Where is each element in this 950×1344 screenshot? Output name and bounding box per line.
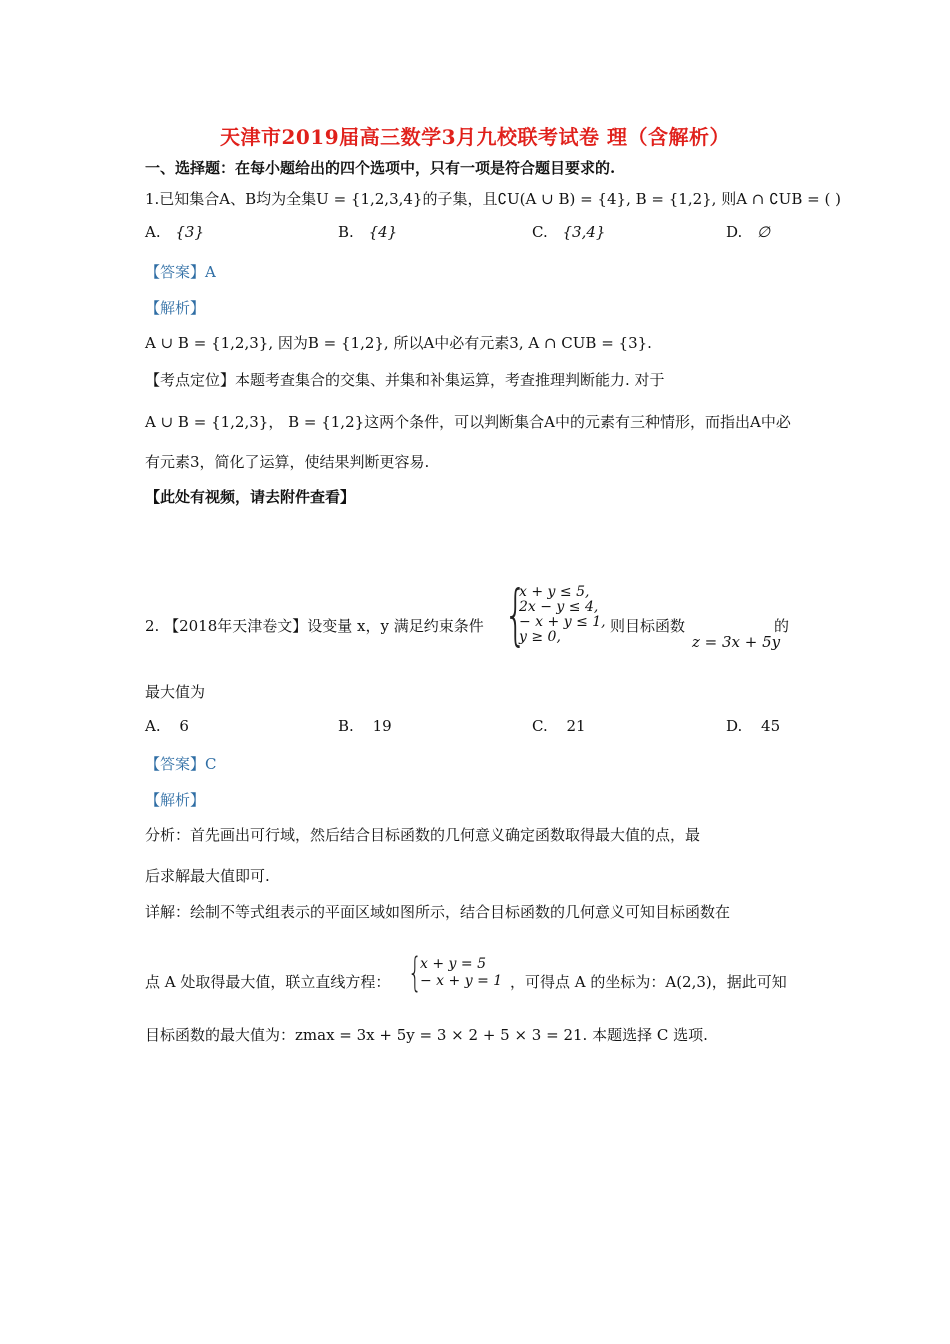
q1-analysis-label: 【解析】 — [145, 299, 206, 317]
q1-stem: 1.已知集合A、B均为全集U = {1,2,3,4}的子集，且∁U(A ∪ B) = {4}, B = {1,2}, 则A ∩ ∁UB = ( ) — [145, 190, 841, 208]
q2-fenxi-line2: 后求解最大值即可. — [145, 867, 270, 885]
q1-answer: 【答案】A — [145, 263, 216, 281]
objective-function: z = 3x + 5y — [692, 633, 781, 651]
q2-xiangjie-suffix: ，可得点 A 的坐标为：A(2,3)，据此可知 — [510, 973, 787, 991]
video-note: 【此处有视频，请去附件查看】 — [145, 488, 356, 506]
option-label: A. — [145, 223, 161, 241]
option-label: C. — [532, 223, 548, 241]
q2-stem-suffix: 的 — [774, 617, 790, 635]
constraint-system — [519, 585, 606, 645]
q2-stem-line2: 最大值为 — [145, 683, 206, 701]
option-value: 21 — [566, 717, 586, 735]
constraint-2: 2x − y ≤ 4, — [519, 599, 599, 615]
option-value: 6 — [179, 717, 189, 735]
option-value: {4} — [368, 223, 398, 241]
q2-option-c — [532, 717, 586, 735]
option-label: A. — [145, 717, 161, 735]
q2-option-a — [145, 717, 189, 735]
q1-option-b — [338, 223, 397, 241]
q1-kaodian-line3: 有元素3，简化了运算，使结果判断更容易. — [145, 453, 430, 471]
constraint-3: − x + y ≤ 1, — [519, 614, 606, 630]
equation-1: x + y = 5 — [420, 956, 486, 972]
q1-kaodian-line2: A ∪ B = {1,2,3}， B = {1,2}这两个条件，可以判断集合A中的元素有三种情形，而指出A中必 — [145, 413, 791, 431]
option-label: D. — [726, 223, 743, 241]
q2-option-b — [338, 717, 392, 735]
option-label: B. — [338, 223, 354, 241]
line-system — [420, 956, 502, 990]
q1-kaodian-line1: 【考点定位】本题考查集合的交集、并集和补集运算，考查推理判断能力. 对于 — [145, 371, 665, 389]
q2-stem-middle: 则目标函数 — [610, 617, 686, 635]
q2-answer: 【答案】C — [145, 755, 217, 773]
option-value: ∅ — [757, 223, 771, 241]
option-value: 19 — [372, 717, 392, 735]
q2-stem-prefix: 2. 【2018年天津卷文】设变量 x，y 满足约束条件 — [145, 617, 484, 635]
document-title: 天津市2019届高三数学3月九校联考试卷 理（含解析） — [219, 125, 731, 149]
section-heading: 一、选择题：在每小题给出的四个选项中，只有一项是符合题目要求的. — [145, 159, 616, 177]
q1-option-a — [145, 223, 204, 241]
left-brace-icon: { — [504, 576, 528, 653]
q1-analysis-text: A ∪ B = {1,2,3}, 因为B = {1,2}, 所以A中必有元素3, A ∩ CUB = {3}. — [145, 334, 652, 352]
equation-2: − x + y = 1 — [420, 973, 503, 989]
q1-option-c — [532, 223, 605, 241]
option-label: D. — [726, 717, 743, 735]
left-brace-icon: { — [408, 950, 422, 996]
option-label: B. — [338, 717, 354, 735]
option-value: {3,4} — [562, 223, 606, 241]
constraint-4: y ≥ 0, — [519, 629, 561, 645]
constraint-1: x + y ≤ 5, — [519, 584, 590, 600]
q2-fenxi-line1: 分析：首先画出可行域，然后结合目标函数的几何意义确定函数取得最大值的点，最 — [145, 826, 701, 844]
option-label: C. — [532, 717, 548, 735]
option-value: {3} — [175, 223, 205, 241]
q2-analysis-label: 【解析】 — [145, 791, 206, 809]
q2-xiangjie-line1: 详解：绘制不等式组表示的平面区域如图所示，结合目标函数的几何意义可知目标函数在 — [145, 903, 731, 921]
q2-final-line: 目标函数的最大值为：zmax = 3x + 5y = 3 × 2 + 5 × 3 = 21. 本题选择 C 选项. — [145, 1026, 708, 1044]
q1-option-d — [726, 223, 770, 241]
q2-option-d — [726, 717, 780, 735]
q2-xiangjie-prefix: 点 A 处取得最大值，联立直线方程： — [145, 973, 391, 991]
option-value: 45 — [761, 717, 781, 735]
